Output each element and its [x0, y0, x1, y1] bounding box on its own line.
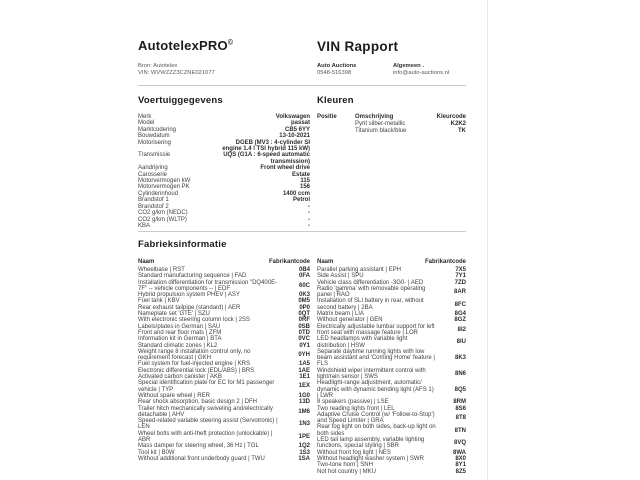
field-label: Carosserie [138, 171, 168, 178]
factory-option-name: Two reading lights front | LEL [317, 405, 395, 412]
factory-option-code: 7X5 [455, 267, 466, 273]
field-value: - [308, 216, 310, 223]
general-label: Algemeen . [393, 63, 424, 69]
factory-option-code: 0VC [298, 336, 310, 343]
factory-option-name: Adaptive Cruise Control (w/ 'Follow-to-Stop') and Speed Limiter | GRA [317, 411, 435, 425]
factory-option-code: 0Y1 [299, 342, 310, 349]
factory-option-name: Speed-related variable steering assist (Servotronic) | LEN [138, 418, 278, 431]
factory-option-code: 8Q5 [454, 386, 466, 393]
colors-section-heading: Kleuren [317, 95, 354, 106]
factory-option-name: Matrix beam | LIA [317, 311, 364, 318]
factory-row [138, 380, 310, 393]
factory-option-code: 0FA [298, 273, 310, 280]
factory-option-name: Fuel system for fuel-injected engine | KRS [138, 361, 250, 368]
factory-option-name: Trailer hitch mechanically swiveling and/electrically detachable | AHV [138, 405, 273, 418]
factory-option-name: Without generator | GEN [317, 317, 383, 324]
factory-option-code: 1E1 [299, 374, 310, 381]
factory-option-name: LED tail lamp assembly, variable lighting functions, special styling | SBR [317, 437, 425, 450]
factory-option-name: Activated carbon canister | AKB [138, 374, 222, 381]
factory-option-code: 8TN [454, 427, 466, 434]
field-label: Motorisering [138, 139, 172, 146]
factory-option-code: 8RM [453, 399, 466, 406]
field-label: KBA [138, 222, 151, 229]
vehicle-data-row [138, 140, 310, 153]
contact-name: Auto Auctions [317, 63, 357, 69]
color-positie [317, 128, 355, 135]
field-value: 115 [300, 178, 310, 185]
factory-option-name: Vehicle class differentiation -3G0- | AED [317, 279, 424, 286]
factory-option-code: 0TD [298, 329, 310, 336]
report-subheader [138, 63, 466, 80]
field-label: Motorvermogen PK [138, 184, 190, 191]
factory-option-code: 7Y1 [455, 273, 466, 280]
factory-option-code: 8AR [453, 289, 466, 296]
factory-section [138, 231, 466, 475]
factory-option-name: Rear exhaust tailpipe (standard) | AER [138, 304, 241, 311]
factory-row [138, 431, 310, 444]
factory-divider [138, 231, 466, 232]
factory-option-code: 8IU [456, 339, 466, 346]
factory-option-code: 1EX [298, 383, 310, 390]
factory-option-code: 1A5 [298, 361, 310, 368]
factory-option-code: 0SB [298, 323, 310, 330]
factory-option-name: Wheelbase | RST [138, 267, 185, 273]
column-positie: Positie [317, 114, 337, 120]
factory-row [317, 298, 466, 311]
factory-option-code: 8VQ [453, 440, 466, 447]
colors-table-body [317, 121, 466, 135]
factory-option-code: 8K3 [454, 355, 466, 362]
factory-option-code: 1AE [298, 367, 310, 374]
column-fabrikantcode: Fabrikantcode [424, 259, 466, 265]
factory-option-name: Two-tone horn | SNH [317, 462, 373, 469]
factory-option-code: 8X0 [455, 455, 466, 462]
factory-row [317, 336, 466, 349]
color-kleurcode: K2K2 [450, 121, 466, 127]
factory-option-name: LED headlamps with variable light distribution | HSW [317, 336, 408, 349]
factory-option-name: Electrically adjustable lumbar support for left front seat with massage feature | LOR [317, 323, 435, 336]
field-value: Volkswagen [275, 114, 310, 120]
factory-option-code: 0P0 [299, 304, 310, 311]
factory-row [138, 456, 310, 462]
factory-option-name: Standard climatic zones | KL2 [138, 342, 218, 349]
factory-row [138, 349, 310, 362]
factory-option-name: Fuel tank | KBV [138, 298, 180, 305]
color-row [317, 128, 466, 135]
factory-option-code: 13D [298, 399, 310, 406]
factory-option-name: 8 speakers (passive) | LSE [317, 399, 389, 406]
factory-table-header-left [138, 259, 310, 266]
factory-row [138, 406, 310, 419]
general-block [393, 63, 449, 77]
factory-option-code: 1SA [298, 455, 310, 462]
field-value: DGEB (MV3 : 4-cylinder SI engine 1.4 l TSI hybrid 115 kW) [222, 139, 310, 153]
factory-option-name: Installation differentiation for transmission "DQ400E-7F" -- vehicle components -- | EDF [138, 279, 278, 292]
brand-title [138, 38, 466, 53]
factory-option-name: Special identification plate for EC for M1 passenger vehicle | TYP [138, 380, 275, 393]
field-label: Aandrijving [138, 165, 168, 172]
factory-option-name: Headlight-range adjustment, automatic/ dynamic with dynamic bending light (AFS 1) | LWR [317, 380, 434, 399]
vehicle-section [138, 95, 310, 229]
factory-option-name: Mass damper for steering wheel, 36 Hz | TGL [138, 443, 259, 450]
factory-option-name: Information kit in German | BTA [138, 336, 222, 343]
factory-option-code: 0B4 [298, 267, 310, 273]
color-positie [317, 121, 355, 128]
factory-option-name: Installation of SLI battery in rear, without second battery | 2BA [317, 298, 424, 311]
vehicle-data-row [138, 152, 310, 165]
color-omschrijving: Titanium black/blue [355, 128, 407, 134]
factory-column-right [317, 259, 466, 475]
contact-block [317, 63, 356, 77]
factory-option-code: 0YH [298, 352, 310, 358]
factory-option-code: 1M6 [298, 408, 310, 415]
factory-option-name: Parallel parking assistant | EPH [317, 267, 401, 273]
contact-phone: 0548-516398 [317, 70, 352, 76]
factory-option-name: Weight range 8 installation control only, no requirement forecast | GKH [138, 348, 251, 362]
field-value: UQS (G1A : 6-speed automatic transmission) [223, 152, 310, 165]
vin-value: VIN: WVWZZZ3CZNE021077 [138, 70, 215, 76]
field-label: CO2 g/km (NEDC) [138, 210, 188, 217]
vehicle-data-row [138, 223, 310, 229]
factory-option-name: Windshield wiper intermittent control with light/rain sensor | SWS [317, 367, 426, 381]
factory-option-name: Front and rear floor mats | ZFM [138, 329, 222, 336]
field-label: Model [138, 120, 155, 127]
source-block [138, 63, 215, 77]
factory-column-left [138, 259, 310, 475]
factory-option-code: 8GZ [454, 317, 466, 324]
factory-row [317, 286, 466, 299]
scan-edge-line [487, 0, 488, 480]
field-label: Motorvermogen kW [138, 178, 191, 185]
factory-row [317, 380, 466, 399]
field-value: CB5 6YY [284, 126, 310, 133]
factory-option-code: 1N3 [298, 421, 310, 428]
factory-option-code: 8I2 [457, 326, 466, 333]
field-label: Marktcodering [138, 126, 177, 133]
factory-row [317, 424, 466, 437]
factory-option-code: 8G4 [454, 311, 466, 318]
field-value: 1400 ccm [282, 190, 310, 197]
factory-table-header-right [317, 259, 466, 266]
factory-row [317, 349, 466, 368]
factory-option-code: 8N6 [454, 370, 466, 377]
factory-option-code: 0QT [298, 311, 310, 318]
report-title: VIN Rapport [317, 39, 399, 54]
factory-option-code: 1Q2 [298, 443, 310, 450]
vehicle-data-table [138, 114, 310, 229]
column-omschrijving: Omschrijving [355, 114, 394, 120]
factory-option-code: 0M5 [298, 298, 310, 305]
field-label: CO2 g/km (WLTP) [138, 216, 187, 223]
factory-option-code: 8T8 [455, 414, 466, 421]
factory-row [317, 412, 466, 425]
vehicle-section-heading: Voertuiggegevens [138, 95, 223, 106]
copyright-mark: © [227, 39, 234, 47]
field-value: 156 [299, 184, 310, 191]
field-label: Brandstof 2 [138, 203, 169, 210]
factory-row [317, 368, 466, 381]
field-label: Transmissie [138, 152, 171, 159]
factory-option-name: Without spare wheel | RER [138, 392, 210, 399]
field-value: Petrol [292, 197, 310, 204]
factory-row [317, 324, 466, 337]
factory-option-name: Labels/plates in German | SAU [138, 323, 221, 330]
factory-option-code: 1G0 [298, 392, 310, 399]
color-kleurcode: TK [458, 128, 466, 134]
factory-section-heading: Fabrieksinformatie [138, 239, 227, 250]
factory-option-name: Nameplate set 'GTE' | SZU [138, 311, 210, 318]
factory-option-name: Rear fog light on both sides, back-up light on both sides [317, 424, 436, 437]
factory-row [317, 437, 466, 450]
field-label: Merk [138, 114, 152, 120]
factory-option-code: 8S6 [455, 405, 466, 412]
factory-option-code: 8Y1 [455, 462, 466, 469]
field-value: - [308, 222, 310, 229]
factory-option-name: Tool kit | B0W [138, 449, 175, 456]
field-value: passat [290, 120, 310, 127]
factory-table-body-right [317, 267, 466, 475]
general-email: info@auto-auctions.nl [393, 70, 450, 76]
field-value: 13-10-2021 [279, 133, 310, 140]
color-omschrijving: Pyrit silber-metallic [355, 121, 406, 127]
factory-columns [138, 259, 466, 475]
factory-option-code: 7ZD [454, 279, 466, 286]
column-naam: Naam [138, 259, 155, 265]
field-label: Brandstof 1 [138, 197, 169, 204]
column-naam: Naam [317, 259, 334, 265]
colors-section [317, 95, 466, 135]
brand-name: AutotelexPRO [138, 38, 228, 53]
factory-option-name: Without front fog light | NES [317, 449, 391, 456]
factory-option-name: Radio 'gamma' with removable operating panel | RAO [317, 285, 426, 299]
field-value: Front wheel drive [260, 165, 310, 172]
factory-option-code: 1PE [298, 433, 310, 440]
factory-row [138, 418, 310, 431]
colors-table-header [317, 114, 466, 121]
factory-option-code: 1S3 [299, 449, 310, 456]
color-row [317, 121, 466, 128]
factory-option-name: Wheel bolts with anti-theft protection (unlockable) | ABR [138, 430, 273, 444]
factory-option-name: Without additional front underbody guard | TWU [138, 455, 265, 462]
field-label: Bouwdatum [138, 133, 170, 140]
field-value: - [308, 203, 310, 210]
column-kleurcode: Kleurcode [436, 114, 466, 120]
factory-option-code: 0K3 [298, 292, 310, 299]
report-content [138, 38, 466, 475]
factory-option-name: Separate daytime running lights with low beam assistant and 'Coming Home' feature | FLS [317, 348, 435, 368]
factory-option-name: Side Assist | SPU [317, 273, 364, 280]
column-fabrikantcode: Fabrikantcode [268, 259, 310, 265]
field-value: - [308, 210, 310, 217]
factory-option-code: 0RF [298, 317, 310, 324]
factory-option-code: 8WA [452, 449, 466, 456]
factory-option-name: Electronic differential lock (EDL/ABS) | BRS [138, 367, 255, 374]
header-divider [138, 85, 466, 86]
factory-option-name: Rear shock absorption, basic design 2 | DFH [138, 399, 257, 406]
field-label: Cylinderinhoud [138, 190, 179, 197]
factory-row [317, 469, 466, 475]
factory-row [138, 280, 310, 293]
factory-option-name: With electronic steering column lock | 2SS [138, 317, 250, 324]
factory-option-code: 8FC [454, 301, 466, 308]
factory-option-code: 60C [298, 282, 310, 289]
factory-option-code: 8Z5 [455, 468, 466, 475]
factory-option-name: Hybrid propulsion system PHEV | ASY [138, 292, 240, 299]
factory-option-name: Standard manufacturing sequence | FAD [138, 273, 247, 280]
field-value: Estate [291, 171, 310, 178]
factory-option-name: Not hot country | MKU [317, 468, 376, 475]
factory-option-name: Without headlight washer system | SWR [317, 455, 424, 462]
source-label: Bron: Autotelex [138, 63, 178, 69]
factory-table-body-left [138, 267, 310, 462]
